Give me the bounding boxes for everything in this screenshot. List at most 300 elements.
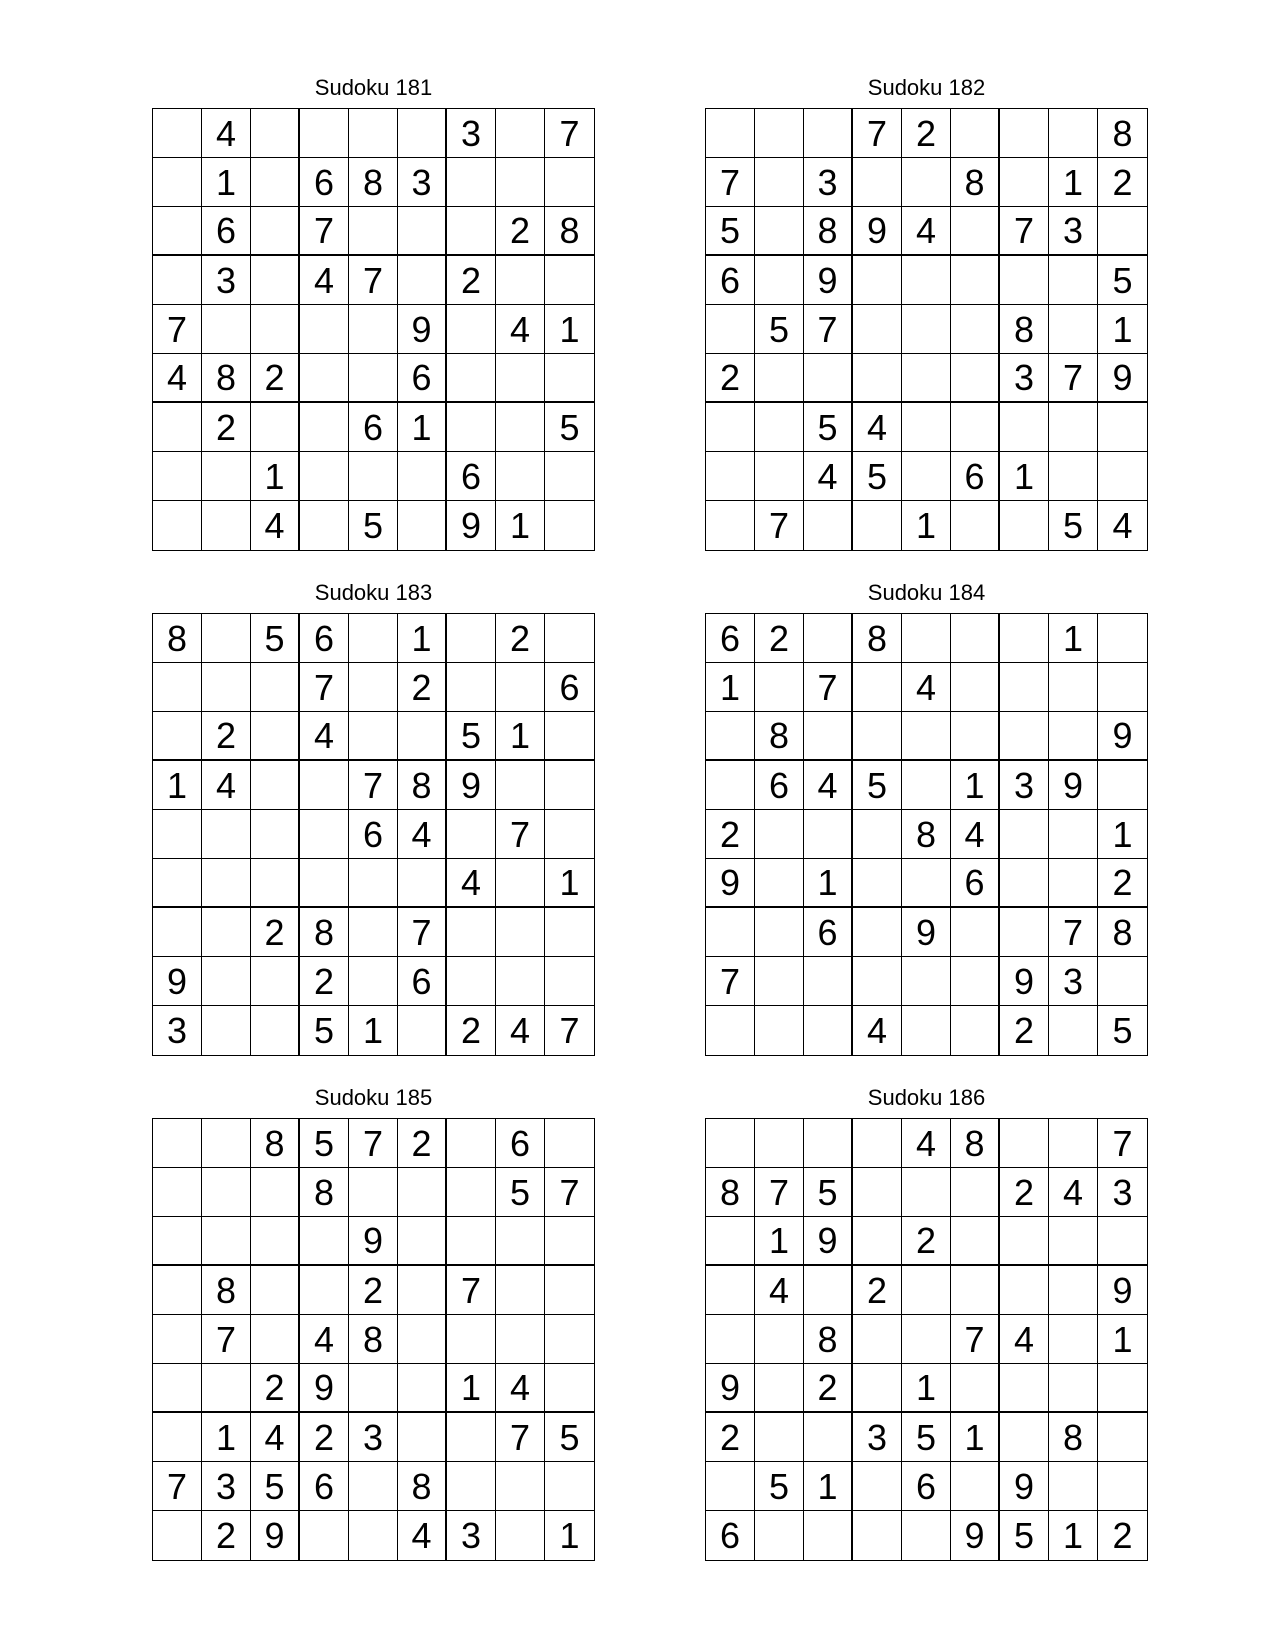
sudoku-cell: 4 [398, 810, 447, 859]
sudoku-cell [1049, 663, 1098, 712]
sudoku-cell: 4 [853, 1006, 902, 1055]
sudoku-cell [1000, 256, 1049, 305]
sudoku-cell [951, 1462, 1000, 1511]
sudoku-cell [349, 908, 398, 957]
sudoku-cell [853, 1315, 902, 1364]
sudoku-cell [1098, 1462, 1147, 1511]
sudoku-cell: 9 [804, 256, 853, 305]
sudoku-cell [153, 810, 202, 859]
sudoku-cell [853, 1511, 902, 1560]
sudoku-cell: 7 [1000, 207, 1049, 256]
sudoku-cell: 4 [300, 256, 349, 305]
puzzle-title: Sudoku 183 [314, 580, 433, 605]
sudoku-cell [300, 403, 349, 452]
sudoku-cell [202, 501, 251, 550]
sudoku-cell [349, 1168, 398, 1217]
sudoku-cell [545, 1217, 594, 1266]
sudoku-cell [202, 908, 251, 957]
sudoku-cell [545, 501, 594, 550]
sudoku-cell: 9 [1098, 712, 1147, 761]
sudoku-cell: 5 [755, 305, 804, 354]
sudoku-cell [1098, 761, 1147, 810]
sudoku-cell: 8 [706, 1168, 755, 1217]
sudoku-cell [349, 305, 398, 354]
sudoku-cell: 2 [706, 1413, 755, 1462]
sudoku-cell [1049, 810, 1098, 859]
sudoku-cell [902, 354, 951, 403]
sudoku-cell [545, 1315, 594, 1364]
sudoku-cell [153, 501, 202, 550]
sudoku-cell: 6 [902, 1462, 951, 1511]
sudoku-cell [398, 109, 447, 158]
sudoku-cell: 1 [559, 1515, 580, 1556]
sudoku-cell [951, 305, 1000, 354]
sudoku-cell [496, 403, 545, 452]
sudoku-cell [153, 908, 202, 957]
sudoku-cell [755, 354, 804, 403]
sudoku-cell [251, 1217, 300, 1266]
sudoku-cell [853, 256, 902, 305]
sudoku-cell [1098, 403, 1147, 452]
sudoku-cell: 9 [398, 305, 447, 354]
sudoku-cell: 1 [545, 859, 594, 908]
sudoku-cell: 7 [1049, 908, 1098, 957]
sudoku-cell [545, 1266, 594, 1315]
sudoku-cell: 2 [496, 614, 545, 663]
sudoku-cell: 4 [447, 859, 496, 908]
sudoku-cell [447, 403, 496, 452]
sudoku-cell [1049, 1006, 1098, 1055]
sudoku-cell: 8 [300, 908, 349, 957]
sudoku-cell: 6 [706, 614, 755, 663]
sudoku-cell [1000, 158, 1049, 207]
sudoku-cell [202, 1168, 251, 1217]
sudoku-cell [153, 1315, 202, 1364]
sudoku-cell [398, 712, 447, 761]
sudoku-cell [853, 305, 902, 354]
sudoku-cell: 4 [202, 761, 251, 810]
sudoku-cell [251, 859, 300, 908]
sudoku-cell: 1 [1049, 158, 1098, 207]
sudoku-cell: 8 [1098, 109, 1147, 158]
sudoku-cell: 4 [853, 403, 902, 452]
sudoku-cell: 9 [300, 1364, 349, 1413]
sudoku-cell: 4 [202, 109, 251, 158]
sudoku-cell: 8 [398, 761, 447, 810]
sudoku-cell [1000, 1413, 1049, 1462]
sudoku-cell: 8 [804, 207, 853, 256]
sudoku-cell [251, 810, 300, 859]
sudoku-cell [706, 109, 755, 158]
sudoku-cell [202, 1006, 251, 1055]
sudoku-cell: 6 [447, 452, 496, 501]
sudoku-cell [1049, 1315, 1098, 1364]
sudoku-cell: 4 [496, 1364, 545, 1413]
sudoku-cell [545, 256, 594, 305]
sudoku-cell [300, 501, 349, 550]
sudoku-cell [951, 614, 1000, 663]
sudoku-cell [202, 859, 251, 908]
sudoku-grid [705, 613, 1148, 1056]
sudoku-cell [398, 859, 447, 908]
sudoku-cell [853, 957, 902, 1006]
sudoku-cell [349, 354, 398, 403]
sudoku-cell [755, 1413, 804, 1462]
sudoku-cell [349, 109, 398, 158]
sudoku-cell [755, 1511, 804, 1560]
sudoku-cell [398, 256, 447, 305]
sudoku-cell: 6 [706, 1511, 755, 1560]
sudoku-cell [1000, 403, 1049, 452]
sudoku-cell [902, 1511, 951, 1560]
sudoku-cell: 7 [755, 501, 804, 550]
sudoku-grid [152, 613, 595, 1056]
sudoku-cell: 1 [902, 501, 951, 550]
sudoku-cell [951, 109, 1000, 158]
sudoku-cell: 9 [706, 859, 755, 908]
sudoku-cell [902, 957, 951, 1006]
sudoku-grid [152, 108, 595, 551]
sudoku-cell [1049, 305, 1098, 354]
sudoku-cell: 3 [1000, 354, 1049, 403]
sudoku-cell [755, 207, 804, 256]
sudoku-cell [202, 1119, 251, 1168]
sudoku-cell [251, 256, 300, 305]
sudoku-cell: 1 [902, 1364, 951, 1413]
sudoku-cell: 1 [804, 1462, 853, 1511]
sudoku-cell [902, 712, 951, 761]
sudoku-cell [300, 1266, 349, 1315]
sudoku-cell: 5 [300, 1119, 349, 1168]
sudoku-cell [349, 452, 398, 501]
sudoku-cell: 3 [349, 1413, 398, 1462]
sudoku-cell [902, 1315, 951, 1364]
sudoku-cell [804, 501, 853, 550]
sudoku-cell: 1 [1098, 305, 1147, 354]
sudoku-cell [251, 403, 300, 452]
sudoku-cell [951, 1364, 1000, 1413]
sudoku-cell [804, 1119, 853, 1168]
sudoku-cell: 1 [496, 501, 545, 550]
sudoku-cell [251, 1006, 300, 1055]
sudoku-cell [1000, 859, 1049, 908]
sudoku-cell [447, 158, 496, 207]
sudoku-cell [951, 501, 1000, 550]
sudoku-cell [706, 403, 755, 452]
sudoku-cell [251, 1168, 300, 1217]
sudoku-cell [951, 663, 1000, 712]
sudoku-cell [951, 712, 1000, 761]
sudoku-cell [153, 207, 202, 256]
sudoku-cell: 7 [300, 663, 349, 712]
puzzle-title: Sudoku 182 [867, 75, 986, 100]
sudoku-cell [398, 1266, 447, 1315]
sudoku-cell [153, 1511, 202, 1560]
sudoku-cell [853, 1119, 902, 1168]
sudoku-cell: 7 [804, 305, 853, 354]
sudoku-cell [447, 1413, 496, 1462]
sudoku-cell [853, 663, 902, 712]
sudoku-cell: 9 [447, 501, 496, 550]
sudoku-cell [447, 957, 496, 1006]
sudoku-cell [951, 354, 1000, 403]
sudoku-cell: 4 [804, 452, 853, 501]
sudoku-cell [300, 810, 349, 859]
sudoku-cell: 2 [251, 1364, 300, 1413]
sudoku-cell [951, 1006, 1000, 1055]
sudoku-cell [804, 957, 853, 1006]
sudoku-cell: 5 [902, 1413, 951, 1462]
sudoku-cell [1098, 614, 1147, 663]
sudoku-cell: 4 [251, 1413, 300, 1462]
sudoku-cell [202, 452, 251, 501]
sudoku-cell [349, 1511, 398, 1560]
sudoku-cell: 8 [349, 158, 398, 207]
sudoku-cell: 4 [804, 761, 853, 810]
sudoku-cell [447, 1119, 496, 1168]
sudoku-cell [153, 1217, 202, 1266]
puzzle-title: Sudoku 186 [867, 1085, 986, 1110]
sudoku-cell [1049, 712, 1098, 761]
sudoku-cell: 1 [496, 712, 545, 761]
sudoku-cell: 9 [804, 1217, 853, 1266]
sudoku-cell [1000, 1119, 1049, 1168]
sudoku-cell [496, 908, 545, 957]
sudoku-cell [853, 501, 902, 550]
sudoku-cell [1000, 614, 1049, 663]
sudoku-cell: 7 [951, 1315, 1000, 1364]
sudoku-cell: 5 [755, 1462, 804, 1511]
sudoku-cell: 1 [1049, 1511, 1098, 1560]
sudoku-cell [153, 1364, 202, 1413]
sudoku-cell [755, 1315, 804, 1364]
sudoku-cell [902, 1266, 951, 1315]
sudoku-cell [755, 158, 804, 207]
sudoku-cell: 9 [853, 207, 902, 256]
sudoku-cell [902, 403, 951, 452]
sudoku-cell: 9 [1049, 761, 1098, 810]
sudoku-cell [447, 207, 496, 256]
sudoku-cell: 5 [706, 207, 755, 256]
sudoku-cell [755, 256, 804, 305]
sudoku-cell [349, 957, 398, 1006]
sudoku-cell: 6 [951, 452, 1000, 501]
sudoku-cell [349, 1462, 398, 1511]
sudoku-cell: 2 [1000, 1168, 1049, 1217]
sudoku-cell: 2 [349, 1266, 398, 1315]
sudoku-cell [706, 761, 755, 810]
sudoku-cell [545, 1119, 594, 1168]
sudoku-cell: 1 [202, 158, 251, 207]
sudoku-cell: 9 [1098, 354, 1147, 403]
sudoku-cell: 2 [251, 908, 300, 957]
sudoku-cell [1098, 957, 1147, 1006]
sudoku-cell [706, 501, 755, 550]
sudoku-cell [853, 354, 902, 403]
sudoku-cell [398, 1168, 447, 1217]
sudoku-cell [804, 1006, 853, 1055]
sudoku-cell [545, 452, 594, 501]
sudoku-cell [398, 501, 447, 550]
sudoku-cell: 4 [1112, 505, 1133, 546]
sudoku-cell: 8 [804, 1315, 853, 1364]
sudoku-cell [706, 712, 755, 761]
sudoku-cell: 2 [902, 1217, 951, 1266]
sudoku-cell: 4 [300, 1315, 349, 1364]
sudoku-cell: 8 [545, 207, 594, 256]
sudoku-cell [349, 614, 398, 663]
sudoku-cell [853, 1217, 902, 1266]
sudoku-cell: 8 [1049, 1413, 1098, 1462]
sudoku-cell: 3 [1098, 1168, 1147, 1217]
sudoku-cell: 5 [300, 1006, 349, 1055]
sudoku-cell: 2 [300, 1413, 349, 1462]
sudoku-cell: 7 [1098, 1119, 1147, 1168]
sudoku-cell [706, 1462, 755, 1511]
sudoku-cell: 7 [559, 1010, 580, 1051]
sudoku-cell [1098, 1413, 1147, 1462]
sudoku-cell: 3 [804, 158, 853, 207]
sudoku-cell: 8 [853, 614, 902, 663]
sudoku-cell: 9 [706, 1364, 755, 1413]
sudoku-cell [853, 908, 902, 957]
sudoku-cell [300, 1217, 349, 1266]
sudoku-cell: 7 [202, 1315, 251, 1364]
sudoku-cell [902, 305, 951, 354]
sudoku-cell: 8 [349, 1315, 398, 1364]
sudoku-cell [706, 452, 755, 501]
sudoku-cell: 7 [398, 908, 447, 957]
sudoku-cell [447, 1462, 496, 1511]
sudoku-cell: 5 [496, 1168, 545, 1217]
sudoku-cell: 8 [153, 614, 202, 663]
sudoku-cell [902, 761, 951, 810]
sudoku-cell [706, 1315, 755, 1364]
sudoku-cell: 1 [398, 614, 447, 663]
sudoku-cell [398, 1413, 447, 1462]
sudoku-cell: 7 [706, 158, 755, 207]
sudoku-cell: 8 [202, 1266, 251, 1315]
sudoku-cell: 6 [755, 761, 804, 810]
sudoku-cell: 7 [853, 109, 902, 158]
sudoku-cell [398, 1315, 447, 1364]
sudoku-cell [300, 452, 349, 501]
sudoku-cell: 9 [1000, 1462, 1049, 1511]
sudoku-cell: 4 [902, 207, 951, 256]
sudoku-cell [853, 1462, 902, 1511]
sudoku-cell [706, 1119, 755, 1168]
sudoku-cell: 4 [1049, 1168, 1098, 1217]
sudoku-cell: 5 [545, 1413, 594, 1462]
sudoku-cell [202, 1217, 251, 1266]
sudoku-cell [804, 614, 853, 663]
sudoku-cell [902, 859, 951, 908]
sudoku-cell: 2 [447, 1006, 496, 1055]
sudoku-cell: 4 [153, 354, 202, 403]
sudoku-cell: 1 [1098, 1315, 1147, 1364]
sudoku-cell [1000, 810, 1049, 859]
sudoku-cell: 8 [902, 810, 951, 859]
sudoku-cell: 7 [153, 1462, 202, 1511]
sudoku-cell: 9 [153, 957, 202, 1006]
sudoku-cell [1049, 1462, 1098, 1511]
sudoku-cell: 5 [251, 614, 300, 663]
sudoku-cell [545, 158, 594, 207]
sudoku-cell [1000, 712, 1049, 761]
sudoku-cell [153, 663, 202, 712]
sudoku-cell [545, 761, 594, 810]
sudoku-cell: 2 [902, 109, 951, 158]
sudoku-cell [755, 859, 804, 908]
sudoku-cell: 3 [447, 1511, 496, 1560]
sudoku-cell: 2 [1112, 1515, 1133, 1556]
sudoku-cell: 2 [202, 712, 251, 761]
sudoku-cell [951, 1168, 1000, 1217]
sudoku-cell [202, 305, 251, 354]
sudoku-cell: 7 [545, 109, 594, 158]
sudoku-cell [447, 663, 496, 712]
sudoku-cell: 2 [300, 957, 349, 1006]
sudoku-cell [902, 1006, 951, 1055]
sudoku-cell [447, 1315, 496, 1364]
sudoku-cell: 1 [1000, 452, 1049, 501]
sudoku-cell [496, 452, 545, 501]
sudoku-cell: 5 [1000, 1511, 1049, 1560]
sudoku-cell: 7 [300, 207, 349, 256]
sudoku-cell: 7 [496, 810, 545, 859]
sudoku-cell [251, 109, 300, 158]
puzzle-title: Sudoku 185 [314, 1085, 433, 1110]
sudoku-cell [706, 1006, 755, 1055]
sudoku-grid [705, 108, 1148, 551]
sudoku-cell: 1 [545, 305, 594, 354]
sudoku-cell [398, 1364, 447, 1413]
sudoku-cell: 5 [1049, 501, 1098, 550]
sudoku-cell [706, 1217, 755, 1266]
sudoku-cell [804, 354, 853, 403]
sudoku-cell: 4 [755, 1266, 804, 1315]
sudoku-cell [251, 158, 300, 207]
sudoku-cell: 3 [1049, 207, 1098, 256]
sudoku-cell: 5 [1112, 1010, 1133, 1051]
sudoku-cell [202, 810, 251, 859]
sudoku-cell: 6 [349, 810, 398, 859]
sudoku-cell [153, 859, 202, 908]
sudoku-cell [755, 109, 804, 158]
sudoku-cell [251, 957, 300, 1006]
sudoku-cell: 8 [202, 354, 251, 403]
sudoku-cell [1049, 1364, 1098, 1413]
sudoku-cell: 3 [447, 109, 496, 158]
sudoku-cell: 6 [706, 256, 755, 305]
sudoku-cell [153, 712, 202, 761]
sudoku-cell [447, 810, 496, 859]
sudoku-cell: 4 [251, 501, 300, 550]
sudoku-cell [300, 859, 349, 908]
sudoku-cell: 6 [804, 908, 853, 957]
sudoku-cell: 8 [1000, 305, 1049, 354]
sudoku-cell: 2 [251, 354, 300, 403]
sudoku-cell: 4 [951, 810, 1000, 859]
sudoku-cell [1098, 452, 1147, 501]
sudoku-cell: 1 [398, 403, 447, 452]
sudoku-cell [300, 305, 349, 354]
sudoku-cell [251, 1315, 300, 1364]
sudoku-cell [804, 810, 853, 859]
sudoku-cell [496, 663, 545, 712]
sudoku-cell: 6 [202, 207, 251, 256]
sudoku-cell: 8 [300, 1168, 349, 1217]
